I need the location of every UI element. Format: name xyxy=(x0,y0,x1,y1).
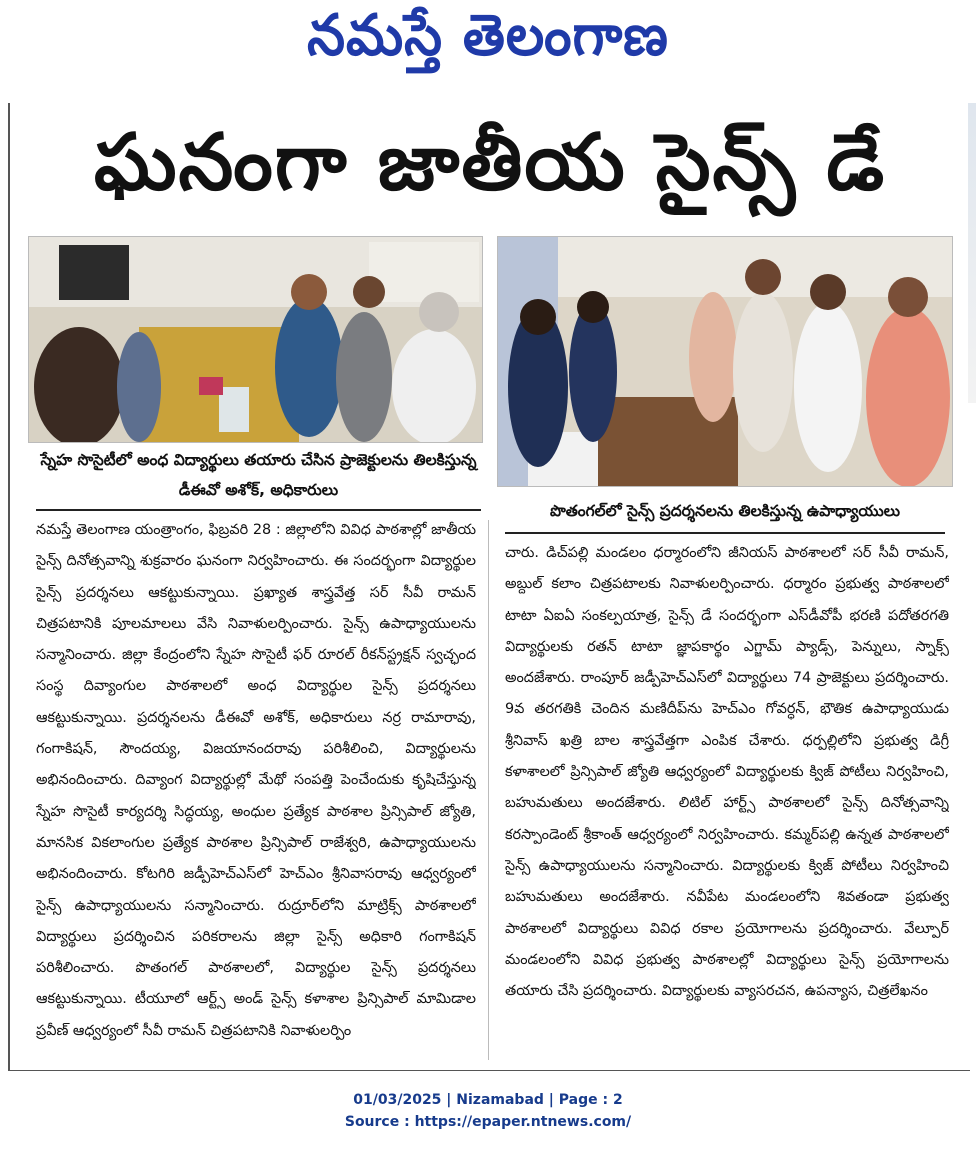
photo-caption-left: స్నేహ సొసైటీలో అంధ విద్యార్థులు తయారు చేసిన ప్రాజెక్టులను తిలకిస్తున్న డీఈవో అశోక్, అధికారులు xyxy=(36,445,481,511)
adjacent-clipping-edge xyxy=(968,103,976,403)
masthead-logo: నమస్తే తెలంగాణ xyxy=(307,2,669,69)
footer-source-link[interactable]: Source : https://epaper.ntnews.com/ xyxy=(344,1114,632,1130)
photo-science-exhibit-right xyxy=(497,236,953,487)
footer-date-edition-page: 01/03/2025 | Nizamabad | Page : 2 xyxy=(353,1092,623,1108)
masthead xyxy=(0,0,976,78)
photo-caption-right: పొతంగల్‌లో సైన్స్ ప్రదర్శనలను తిలకిస్తున్న ఉపాధ్యాయులు xyxy=(505,496,945,534)
headline: ఘనంగా జాతీయ సైన్స్ డే xyxy=(93,118,887,208)
column-divider xyxy=(488,520,489,1060)
article-column-2: చారు. డిచ్‌పల్లి మండలం ధర్మారంలోని జీనియస్ పాఠశాలలో సర్ సీవీ రామన్, అబ్దుల్ కలాం చిత్రపటాలకు నివాళులర్పించారు. ధర్మారం ప్రభుత్వ పాఠశాలలో టాటా ఏఐఏ సంకల్పయాత్ర, సైన్స్ డే సందర్భంగా ఎస్‌డీవోపీ భరణి పదోతరగతి విద్యార్థులకు రతన్ టాటా జ్ఞాపకార్థం ఎగ్జామ్ ప్యాడ్స్, పెన్నులు, స్నాక్స్ అందజేశారు. రాంపూర్ జడ్పీహెచ్‌ఎస్‌లో విద్యార్థులు 74 ప్రాజెక్టులు ప్రదర్శించారు. 9వ తరగతికి చెందిన మణిదీప్‌ను హెచ్‌ఎం గోవర్ధన్, భౌతిక ఉపాధ్యాయుడు శ్రీనివాస్ ఖత్రి బాల శాస్త్రవేత్తగా ఎంపిక చేశారు. ధర్పల్లిలోని ప్రభుత్వ డిగ్రీ కళాశాలలో ప్రిన్సిపాల్ జ్యోతి ఆధ్వర్యంలో విద్యార్థులకు క్విజ్ పోటీలు నిర్వహించి, బహుమతులు అందజేశారు. లిటిల్ హార్ట్స్ పాఠశాలలో సైన్స్ దినోత్సవాన్ని కరస్పాండెంట్ శ్రీకాంత్ ఆధ్వర్యంలో నిర్వహించారు. కమ్మర్‌పల్లి ఉన్నత పాఠశాలలో సైన్స్ ఉపాధ్యాయులను సన్మానించారు. విద్యార్థులకు క్విజ్ పోటీలు నిర్వహించి బహుమతులు అందజేశారు. నవీపేట మండలంలోని శివతండా ప్రభుత్వ పాఠశాలలో విద్యార్థులు వివిధ రకాల ప్రయోగాలను ప్రదర్శించారు. వేల్పూర్ మండలంలోని వివిధ ప్రభుత్వ పాఠశాలల్లో విద్యార్థులు సైన్స్ ప్రయోగాలను తయారు చేసి ప్రదర్శించారు. విద్యార్థులకు వ్యాసరచన, ఉపన్యాస, చిత్రలేఖనం xyxy=(505,545,949,1000)
photo-science-exhibit-left xyxy=(28,236,483,443)
article-column-1: నమస్తే తెలంగాణ యంత్రాంగం, ఫిబ్రవరి 28 : జిల్లాలోని వివిధ పాఠశాల్లో జాతీయ సైన్స్ దినోత్సవాన్ని శుక్రవారం ఘనంగా నిర్వహించారు. ఈ సందర్భంగా విద్యార్థుల సైన్స్ ప్రదర్శనలు ఆకట్టుకున్నాయి. ప్రఖ్యాత శాస్త్రవేత్త సర్ సీవీ రామన్ చిత్రపటానికి పూలమాలలు వేసి నివాళులర్పించారు. సైన్స్ ఉపాధ్యాయులను సన్మానించారు. జిల్లా కేంద్రంలోని స్నేహ సొసైటీ ఫర్ రూరల్ రీకన్‌స్ట్రక్షన్ స్వచ్ఛంద సంస్థ దివ్యాంగుల పాఠశాలలో అంధ విద్యార్థుల సైన్స్ ప్రదర్శనలు ఆకట్టుకున్నాయి. ప్రదర్శనలను డీఈవో అశోక్, అధికారులు నర్ర రామారావు, గంగాకిషన్, సౌందయ్య, విజయానందరావు పరిశీలించి, విద్యార్థులను అభినందించారు. దివ్యాంగ విద్యార్థుల్లో మేథో సంపత్తి పెంచేందుకు కృషిచేస్తున్న స్నేహ సొసైటీ కార్యదర్శి సిద్ధయ్య, అంధుల ప్రత్యేక పాఠశాల ప్రిన్సిపాల్ జ్యోతి, మానసిక వికలాంగుల ప్రత్యేక పాఠశాల ప్రిన్సిపాల్ రాజేశ్వరి, ఉపాధ్యాయులను అభినందించారు. కోటగిరి జడ్పీహెచ్‌ఎస్‌లో హెచ్‌ఎం శ్రీనివాసరావు ఆధ్వర్యంలో సైన్స్ ఉపాధ్యాయులను సన్మానించారు. రుద్రూర్‌లోని మాట్రిక్స్ పాఠశాలలో విద్యార్థులు ప్రదర్శించిన పరికరాలను జిల్లా సైన్స్ అధికారి గంగాకిషన్ పరిశీలించారు. పొతంగల్ పాఠశాలలో, విద్యార్థుల సైన్స్ ప్రదర్శనలు ఆకట్టుకున్నాయి. టీయూలో ఆర్ట్స్ అండ్ సైన్స్ కళాశాల ప్రిన్సిపాల్ మామిడాల ప్రవీణ్ ఆధ్వర్యంలో సీవీ రామన్ చిత్రపటానికి నివాళులర్పిం xyxy=(36,522,476,1039)
photo-left-image xyxy=(29,237,482,442)
clipping-bottom-border xyxy=(8,1070,970,1071)
photo-right-image xyxy=(498,237,952,486)
